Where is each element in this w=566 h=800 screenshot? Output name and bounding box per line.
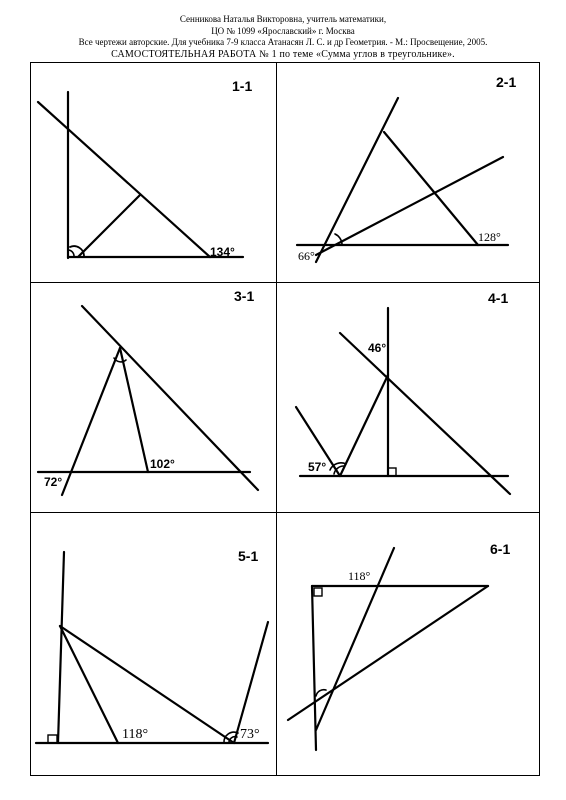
figure-1-1	[38, 92, 243, 258]
task-label-5: 5-1	[238, 548, 259, 564]
angle-label-5-a: 118°	[122, 727, 149, 742]
angle-label-3-b: 72°	[44, 475, 63, 489]
angle-label-5-b: 73°	[240, 727, 260, 742]
angle-label-1-a: 134°	[210, 245, 235, 259]
angle-label-3-a: 102°	[150, 457, 175, 471]
task-label-1: 1-1	[232, 78, 253, 94]
angle-label-2-b: 66°	[298, 249, 315, 263]
task-label-2: 2-1	[496, 74, 517, 90]
figure-4-1	[296, 308, 510, 494]
angle-label-4-b: 57°	[308, 460, 327, 474]
task-label-6: 6-1	[490, 541, 511, 557]
angle-label-4-a: 46°	[368, 341, 387, 355]
angle-label-2-a: 128°	[478, 230, 501, 244]
worksheet-title: САМОСТОЯТЕЛЬНАЯ РАБОТА № 1 по теме «Сумма углов в треугольнике».	[111, 48, 455, 60]
source-line: Все чертежи авторские. Для учебника 7-9 класса Атанасян Л. С. и др Геометрия. - М.: Просвещение, 2005.	[78, 37, 488, 47]
author-line: Сенникова Наталья Викторовна, учитель математики,	[179, 14, 387, 24]
figure-2-1	[297, 98, 508, 262]
figure-3-1	[38, 306, 258, 495]
figure-5-1	[36, 552, 268, 743]
angle-label-6-a: 118°	[348, 569, 371, 583]
task-label-3: 3-1	[234, 288, 255, 304]
figure-6-1	[288, 548, 488, 750]
school-line: ЦО № 1099 «Ярославский» г. Москва	[211, 25, 355, 36]
task-label-4: 4-1	[488, 290, 509, 306]
